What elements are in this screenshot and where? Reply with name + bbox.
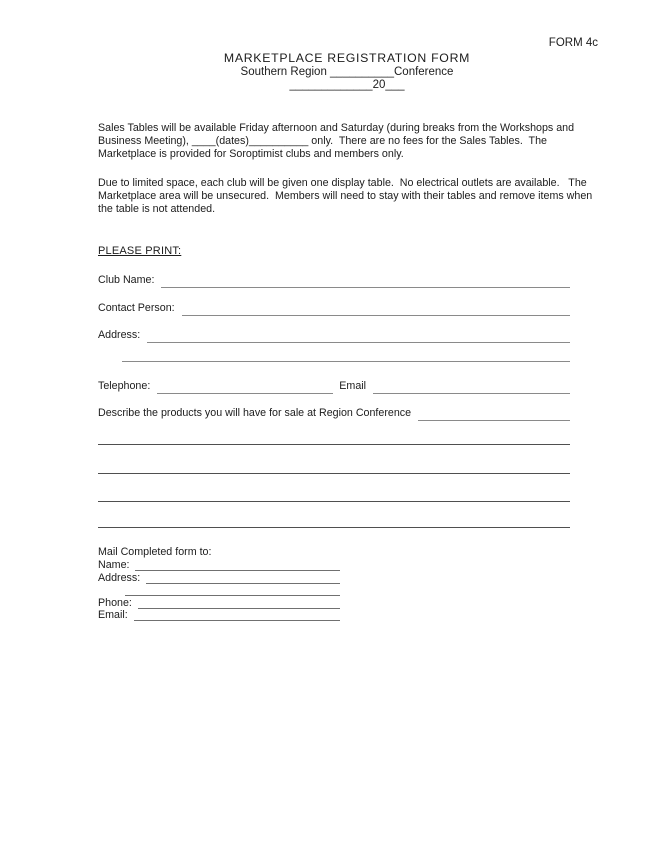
paragraph-line: Due to limited space, each club will be given one display table. No electrical outlets are available. The bbox=[98, 177, 587, 189]
telephone-label: Telephone: bbox=[98, 380, 151, 392]
form-number: FORM 4c bbox=[548, 37, 598, 49]
contact-person-row bbox=[98, 300, 570, 316]
telephone-input-line[interactable] bbox=[157, 379, 333, 394]
mail-phone-input-line[interactable] bbox=[138, 598, 340, 609]
contact-person-label: Contact Person: bbox=[98, 302, 175, 314]
mail-address-row bbox=[98, 571, 340, 584]
paragraph-line: Business Meeting), ____(dates)__________ only. There are no fees for the Sales Tables. The bbox=[98, 135, 547, 147]
club-name-label: Club Name: bbox=[98, 274, 155, 286]
describe-products-row bbox=[98, 405, 570, 421]
paragraph-line: Marketplace area will be unsecured. Members will need to stay with their tables and remove items when bbox=[98, 190, 593, 202]
mail-address-label: Address: bbox=[98, 571, 141, 584]
products-ruled-line[interactable] bbox=[98, 502, 570, 528]
products-ruled-line[interactable] bbox=[98, 445, 570, 474]
please-print-heading: PLEASE PRINT: bbox=[98, 245, 182, 257]
address-input-line[interactable] bbox=[147, 328, 570, 343]
address-row bbox=[98, 327, 570, 343]
paragraph-line: Marketplace is provided for Soroptimist clubs and members only. bbox=[98, 148, 404, 160]
mail-phone-row bbox=[98, 596, 340, 609]
form-header bbox=[124, 52, 570, 93]
rules-paragraph bbox=[98, 177, 593, 216]
intro-paragraph bbox=[98, 122, 575, 161]
mail-address-input-line-2[interactable] bbox=[125, 585, 340, 596]
paragraph-line: Sales Tables will be available Friday afternoon and Saturday (during breaks from the Workshops and bbox=[98, 122, 575, 134]
address-row-2 bbox=[98, 346, 570, 362]
telephone-email-row bbox=[98, 378, 570, 394]
mail-address-input-line[interactable] bbox=[146, 573, 340, 584]
address-label: Address: bbox=[98, 329, 141, 341]
email-label: Email bbox=[339, 380, 367, 392]
mail-email-input-line[interactable] bbox=[134, 610, 340, 621]
form-title: MARKETPLACE REGISTRATION FORM bbox=[223, 51, 471, 65]
mail-name-row bbox=[98, 559, 340, 572]
mail-to-section bbox=[98, 546, 340, 621]
address-input-line-2[interactable] bbox=[122, 347, 570, 362]
mail-email-row bbox=[98, 609, 340, 622]
contact-person-input-line[interactable] bbox=[182, 301, 570, 316]
describe-products-input-line[interactable] bbox=[418, 406, 570, 421]
paragraph-line: the table is not attended. bbox=[98, 203, 216, 215]
mail-email-label: Email: bbox=[98, 609, 128, 621]
mail-to-heading: Mail Completed form to: bbox=[98, 546, 212, 558]
mail-name-input-line[interactable] bbox=[135, 560, 340, 571]
form-year-line: _____________20___ bbox=[289, 79, 405, 91]
email-input-line[interactable] bbox=[373, 379, 570, 394]
products-ruled-line[interactable] bbox=[98, 421, 570, 445]
mail-phone-label: Phone: bbox=[98, 596, 132, 609]
products-ruled-line[interactable] bbox=[98, 474, 570, 502]
form-subtitle: Southern Region __________Conference bbox=[240, 65, 454, 78]
club-name-input-line[interactable] bbox=[161, 273, 570, 288]
form-body bbox=[98, 122, 593, 621]
describe-products-label: Describe the products you will have for sale at Region Conference bbox=[98, 407, 412, 419]
mail-address-row-2 bbox=[98, 584, 340, 597]
club-name-row bbox=[98, 272, 570, 288]
mail-name-label: Name: bbox=[98, 559, 130, 571]
